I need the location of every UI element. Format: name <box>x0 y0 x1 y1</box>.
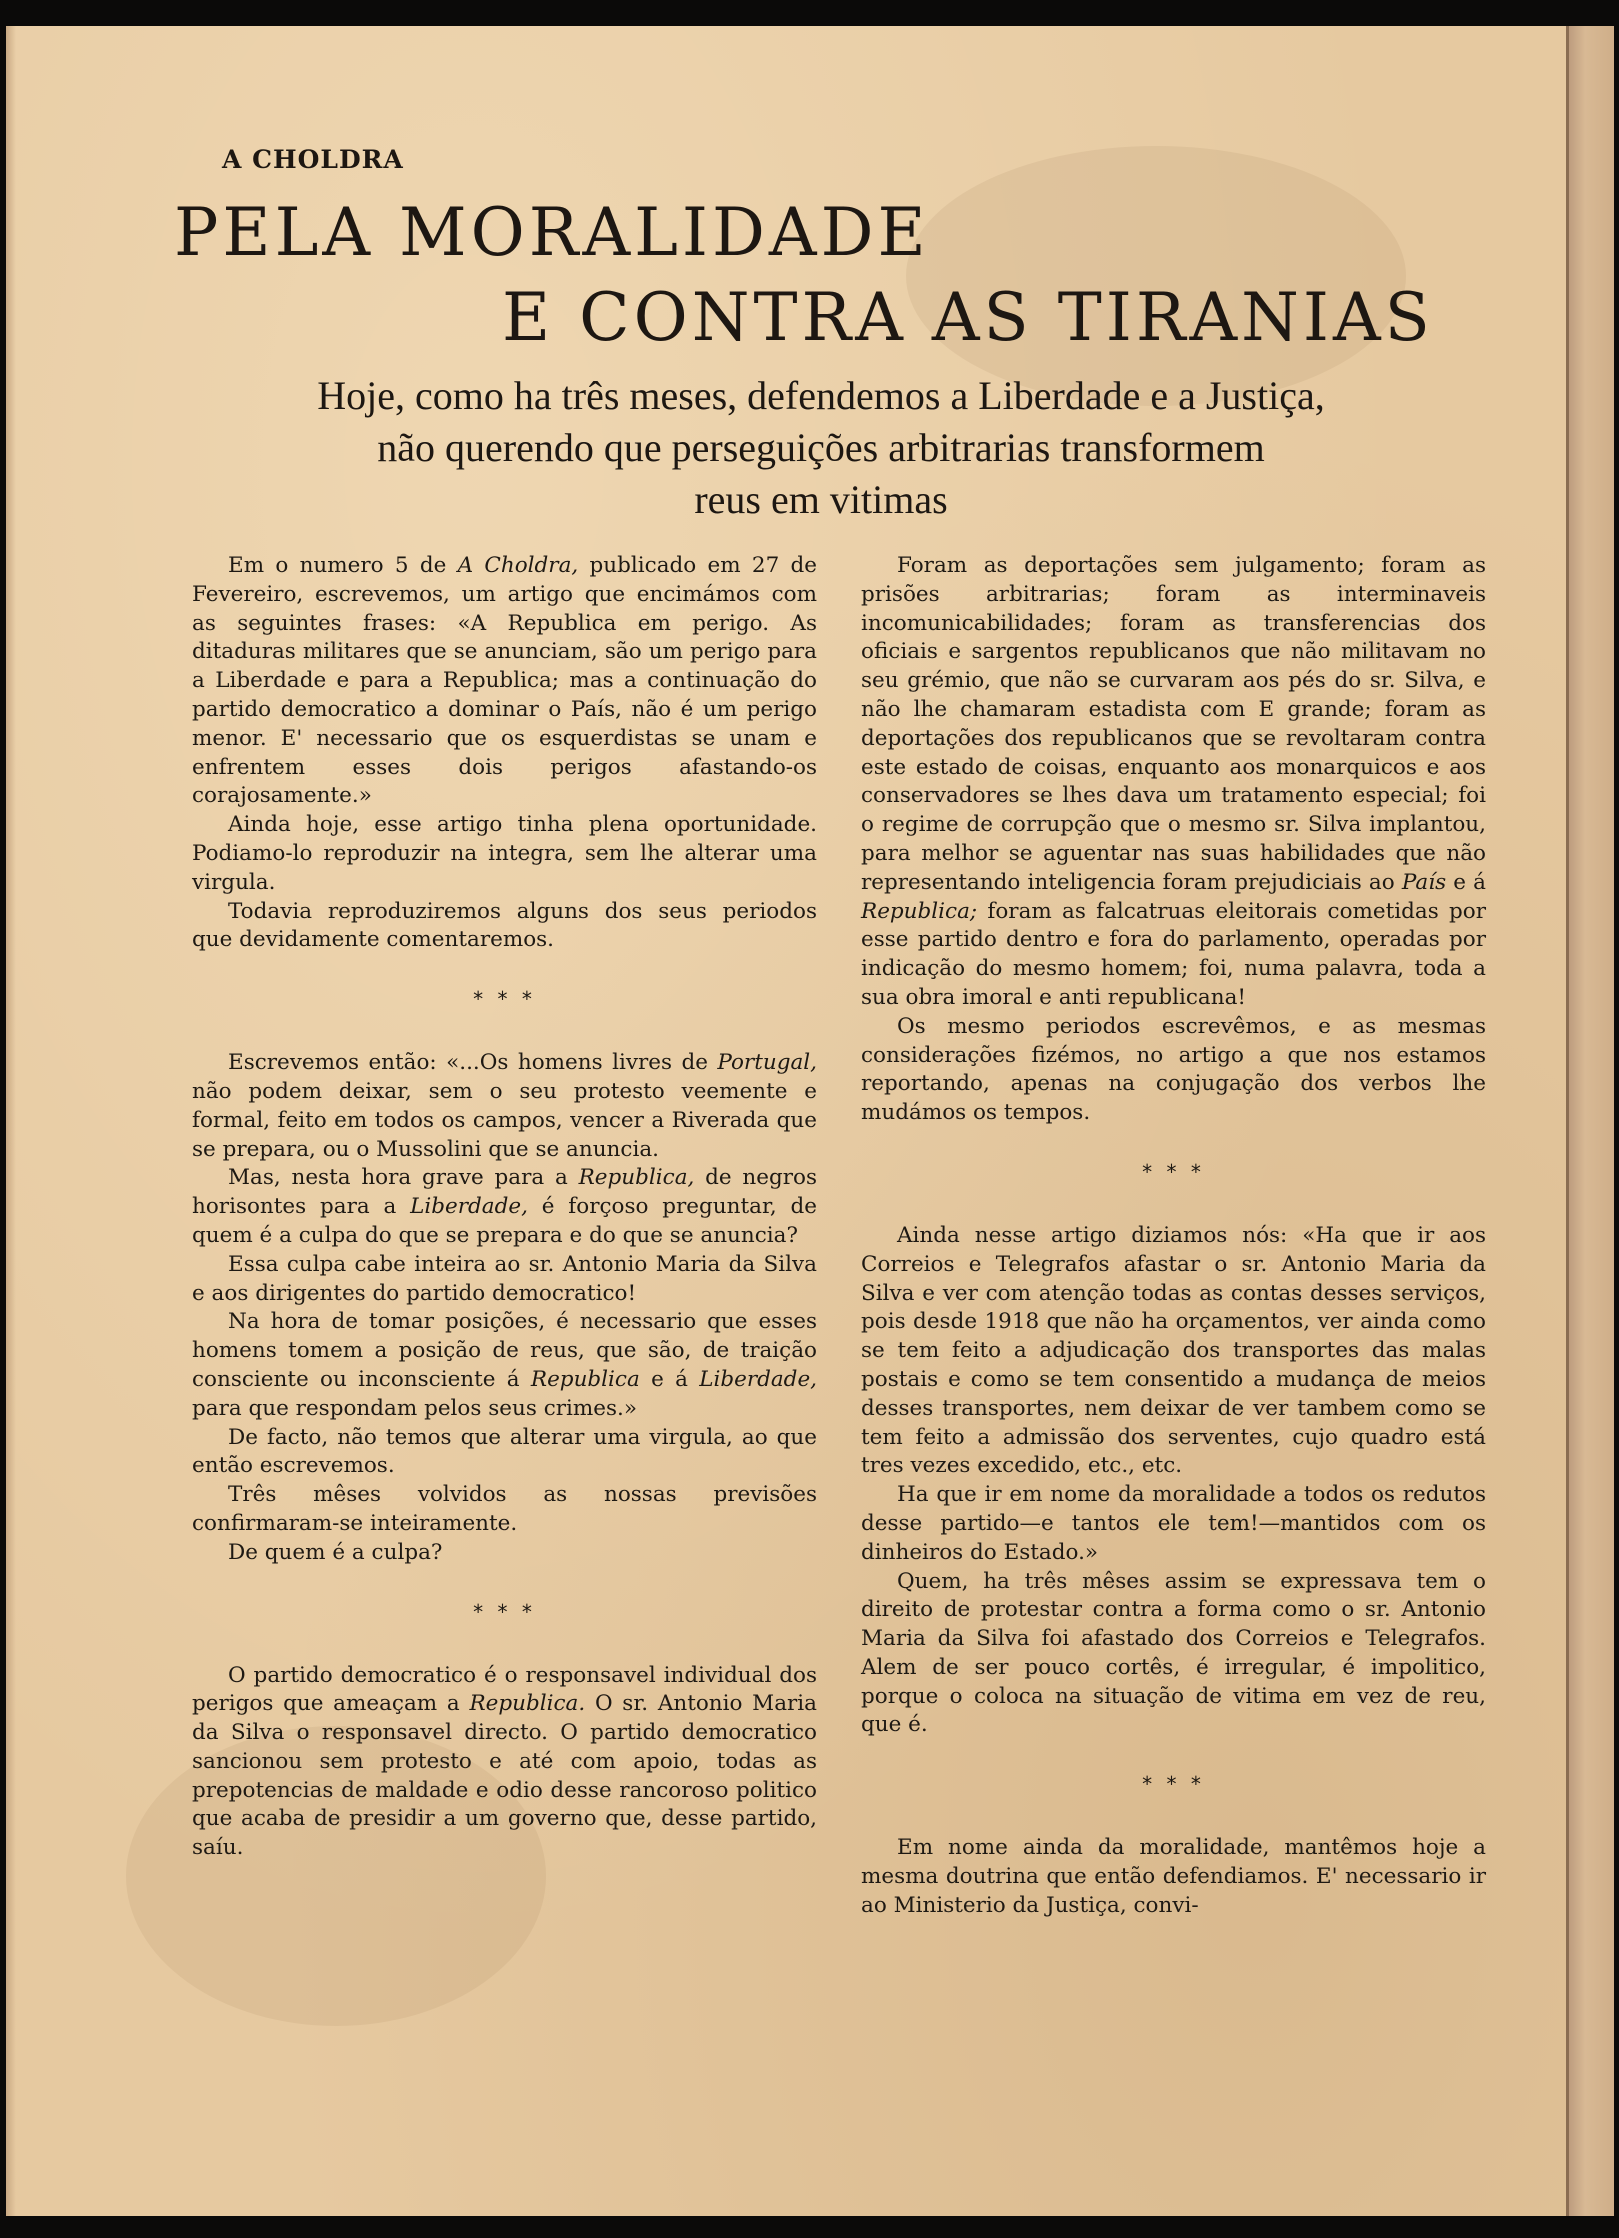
subheadline-line-1: Hoje, como ha três meses, defendemos a Liberdade e a Justiça, <box>317 373 1325 418</box>
italic-run: Portugal, <box>717 1050 817 1076</box>
subheadline-line-3: reus em vitimas <box>694 477 948 522</box>
adjacent-page-edge <box>1566 26 1614 2216</box>
text-run: de negros horisontes para a <box>192 1165 817 1220</box>
text-run: publicado em 27 de Fevereiro, escrevemos, um artigo que encimámos com as seguintes frases: «A Republica em perigo. As ditaduras militares que se anunciam, são um perigo para a Liberdade e para a Republica; mas a continuação do partido democratico a dominar o País, não é um perigo menor. E' necessario que os esquerdistas se unam e enfrentem esses dois perigos afastando-os corajosamente.» <box>192 553 818 809</box>
italic-run: A Choldra, <box>457 553 579 578</box>
paragraph: Quem, ha três mêses assim se expressava tem o direito de protestar contra a forma como o sr. Antonio Maria da Silva foi afastado dos Correios e Telegrafos. Alem de ser pouco cortês, é irregular, é impolitico, porque o coloca na situação de vitima em vez de reu, que é. <box>861 1568 1486 1738</box>
paragraph: Ainda hoje, esse artigo tinha plena oportunidade. Podiamo-lo reproduzir na integra, sem lhe alterar uma virgula. <box>192 812 817 895</box>
text-run: Na hora de tomar posições, é necessario que esses homens tomem a posição de reus, que são, de traição consciente ou inconsciente á <box>192 1309 817 1392</box>
headline-line-1: PELA MORALIDADE <box>174 194 930 271</box>
italic-run: Republica, <box>578 1165 695 1191</box>
text-run: O partido democratico é o responsavel individual dos perigos que ameaçam a <box>192 1662 817 1717</box>
italic-run: Liberdade, <box>410 1194 528 1220</box>
subheadline-line-2: não querendo que perseguições arbitrarias transformem <box>377 425 1265 470</box>
paragraph: Todavia reproduziremos alguns dos seus periodos que devidamente comentaremos. <box>192 898 817 953</box>
paragraph: De quem é a culpa? <box>228 1539 443 1565</box>
paragraph <box>192 552 817 811</box>
italic-run: Republica. <box>469 1691 586 1717</box>
newspaper-page <box>6 26 1566 2216</box>
paragraph <box>192 1164 817 1250</box>
text-run: e á <box>639 1366 700 1392</box>
text-run: Foram as deportações sem julgamento; foram as prisões arbitrarias; foram as interminaveis incomunicabilidades; foram as transferencias dos oficiais e sargentos republicanos que não militavam no seu grémio, que não se curvaram aos pés do sr. Silva, e não lhe chamaram estadista com E grande; foram as deportações dos republicanos que se revoltaram contra este estado de coisas, enquanto aos monarquicos e aos conservadores se lhes dava um tratamento especial; foi o regime de corrupção que o mesmo sr. Silva implantou, para melhor se aguentar nas suas habilidades que não representando inteligencia foram prejudiciais ao <box>861 553 1486 895</box>
subheadline <box>186 370 1456 526</box>
text-run: foram as falcatruas eleitorais cometidas por esse partido dentro e fora do parlamento, operadas por indicação do mesmo homem; foi, numa palavra, toda a sua obra imoral e anti republicana! <box>861 898 1486 1010</box>
text-run: Mas, nesta hora grave para a <box>228 1165 579 1191</box>
section-separator: * * * <box>473 987 536 1012</box>
article-column-left <box>192 552 817 1863</box>
paragraph: Ainda nesse artigo diziamos nós: «Ha que ir aos Correios e Telegrafos afastar o sr. Antonio Maria da Silva e ver com atenção todas as contas desses serviços, pois desde 1918 que não ha orçamentos, ver ainda como se tem feito a adjudicação dos transportes das malas postais e como se tem consentido a mudança de meios desses transportes, nem deixar de ver tambem como se tem feito a admissão dos serventes, cujo quadro está tres vezes excedido, etc., etc. <box>861 1222 1486 1479</box>
text-run: Em o numero 5 de <box>228 553 458 578</box>
paragraph <box>861 552 1486 1013</box>
paper-stain <box>906 146 1406 406</box>
section-separator: * * * <box>1142 1772 1205 1797</box>
paragraph <box>192 1308 817 1423</box>
paragraph <box>192 1662 817 1864</box>
section-kicker: A CHOLDRA <box>222 145 404 174</box>
paragraph: De facto, não temos que alterar uma virgula, ao que então escrevemos. <box>192 1424 817 1479</box>
text-run: O sr. Antonio Maria da Silva o responsavel directo. O partido democratico sancionou sem protesto e até com apoio, todas as prepotencias de maldade e odio desse rancoroso politico que acaba de presidir a um governo que, desse partido, saíu. <box>192 1691 817 1861</box>
page-fold <box>1566 26 1569 2216</box>
text-run: não podem deixar, sem o seu protesto veemente e formal, feito em todos os campos, vencer a Riverada que se prepara, ou o Mussolini que se anuncia. <box>192 1078 817 1162</box>
text-run: Escrevemos então: «...Os homens livres de <box>228 1050 718 1076</box>
paragraph: Em nome ainda da moralidade, mantêmos hoje a mesma doutrina que então defendiamos. E' necessario ir ao Ministerio da Justiça, convi- <box>861 1835 1486 1918</box>
headline-line-2: E CONTRA AS TIRANIAS <box>502 279 1434 356</box>
text-run: é forçoso preguntar, de quem é a culpa do que se prepara e do que se anuncia? <box>192 1194 817 1248</box>
italic-run: País <box>1401 869 1447 895</box>
paragraph: Ha que ir em nome da moralidade a todos os redutos desse partido—e tantos ele tem!—mantidos com os dinheiros do Estado.» <box>861 1482 1486 1565</box>
section-separator: * * * <box>1142 1159 1205 1184</box>
article-column-right <box>861 552 1486 1921</box>
page-edge-shadow <box>6 26 16 2216</box>
italic-run: Republica; <box>861 898 978 924</box>
text-run: para que respondam pelos seus crimes.» <box>192 1395 638 1421</box>
section-separator: * * * <box>473 1599 536 1624</box>
italic-run: Liberdade, <box>699 1366 818 1392</box>
paragraph <box>192 1049 817 1164</box>
paragraph: Três mêses volvidos as nossas previsões confirmaram-se inteiramente. <box>192 1482 817 1536</box>
italic-run: Republica <box>530 1366 640 1392</box>
paragraph: Essa culpa cabe inteira ao sr. Antonio Maria da Silva e aos dirigentes do partido democratico! <box>192 1251 817 1306</box>
paragraph: Os mesmo periodos escrevêmos, e as mesmas considerações fizémos, no artigo a que nos estamos reportando, apenas na conjugação dos verbos lhe mudámos os tempos. <box>861 1013 1486 1126</box>
text-run: e á <box>1446 869 1486 895</box>
